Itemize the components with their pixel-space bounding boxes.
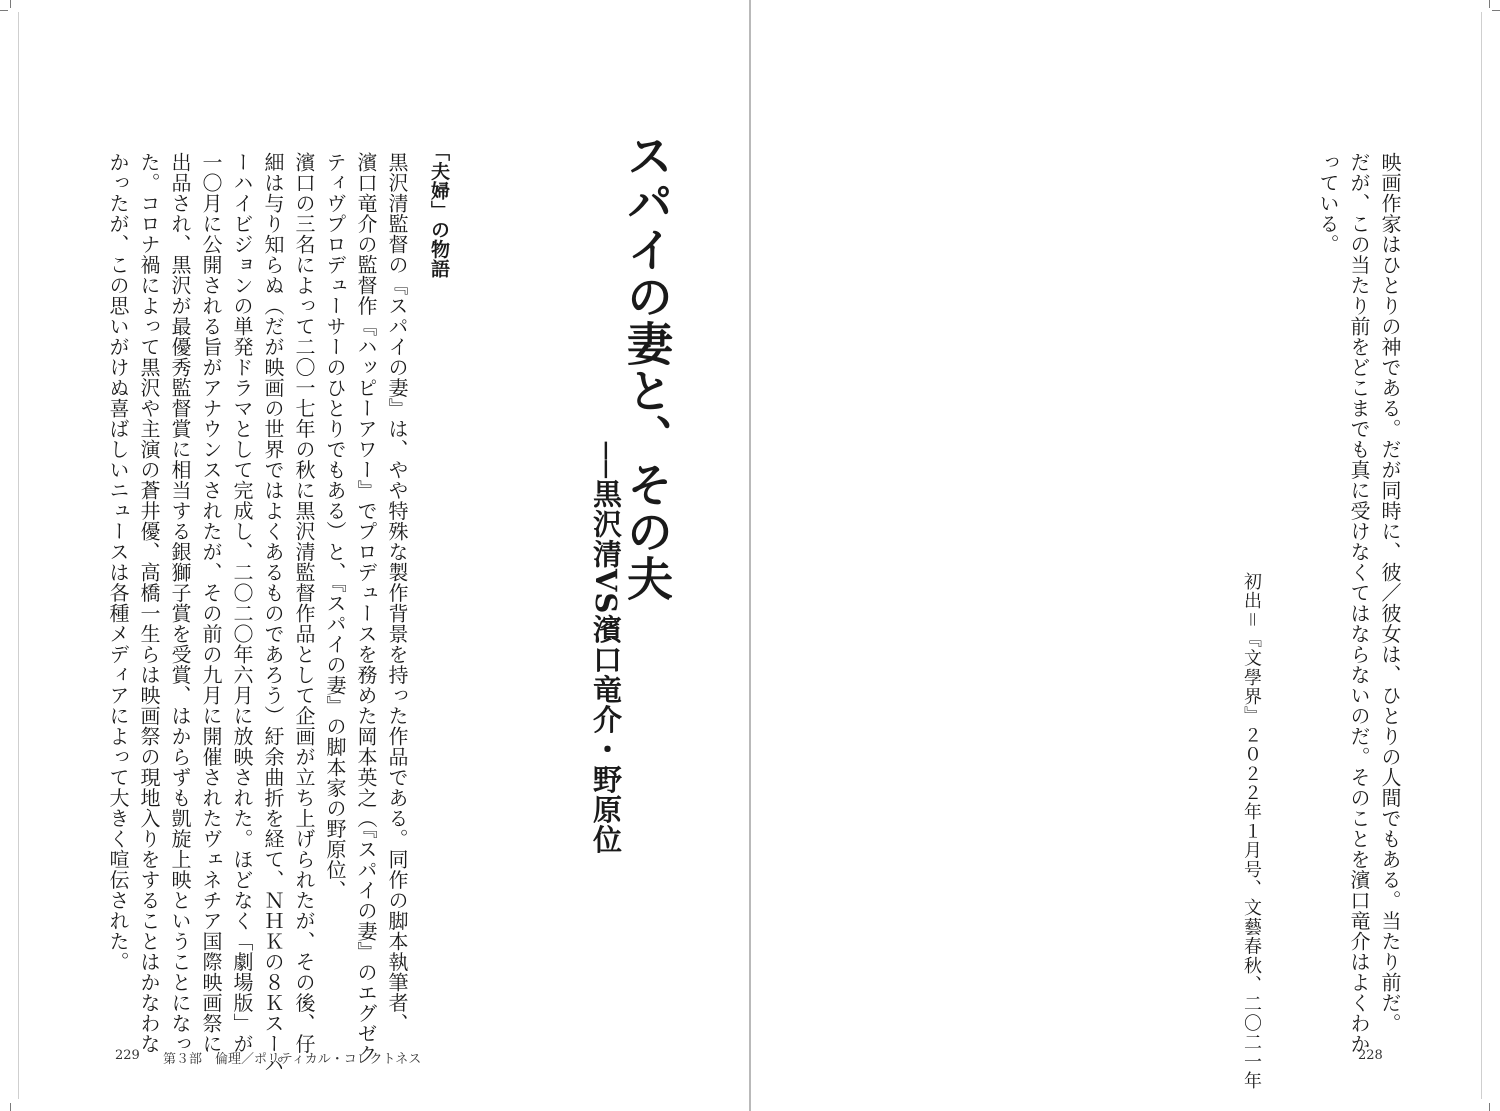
text-column: 出品され、黒沢が最優秀監督賞に相当する銀獅子賞を受賞、はからずも凱旋上映ということになっ <box>168 152 192 1054</box>
text-column: ーハイビジョンの単発ドラマとして完成し、二〇二〇年六月に放映された。ほどなく「劇場版」が <box>230 152 254 1054</box>
text-column: かったが、この思いがけぬ喜ばしいニュースは各種メディアによって大きく喧伝された。 <box>106 152 130 972</box>
text-column: 一〇月に公開される旨がアナウンスされたが、その前の九月に開催されたヴェネチア国際映画祭に <box>199 152 223 1054</box>
page-number: 229 <box>115 1048 140 1063</box>
running-footer: 第３部 倫理／ポリティカル・コレクトネス <box>163 1052 422 1067</box>
first-publication-note: 初出＝『文學界』２０２２年１月号、文藝春秋、二〇二一年 <box>1241 572 1262 1091</box>
text-column: っている。 <box>1316 152 1340 255</box>
chapter-title: スパイの妻と、その夫 <box>620 132 674 602</box>
page-228 <box>750 0 1500 1111</box>
right-page-body <box>1312 152 1405 1054</box>
text-column: た。コロナ禍によって黒沢や主演の蒼井優、高橋一生らは映画祭の現地入りをすることはかなわな <box>137 152 161 1054</box>
text-column: ティヴプロデューサーのひとりでもある）と、『スパイの妻』の脚本家の野原位、 <box>323 152 347 901</box>
section-heading: 「夫婦」の物語 <box>428 142 450 279</box>
chapter-title-block <box>590 132 672 854</box>
page-number: 228 <box>1358 1048 1383 1063</box>
text-column: 細は与り知らぬ（だが映画の世界ではよくあるものであろう）紆余曲折を経て、ＮＨＫの８Ｋスーパ <box>261 152 285 1075</box>
chapter-subtitle: ──黒沢清VS濱口竜介・野原位 <box>589 442 623 855</box>
text-column: だが、この当たり前をどこまでも真に受けなくてはならないのだ。そのことを濱口竜介はよくわか <box>1347 152 1371 1054</box>
text-column: 映画作家はひとりの神である。だが同時に、彼／彼女は、ひとりの人間でもある。当たり前だ。 <box>1378 152 1402 1034</box>
text-column: 濱口の三名によって二〇一七年の秋に黒沢清監督作品として企画が立ち上げられたが、その後、仔 <box>292 152 316 1054</box>
text-column: 黒沢清監督の『スパイの妻』は、やや特殊な製作背景を持った作品である。同作の脚本執筆者、 <box>385 152 409 1034</box>
text-column: 濱口竜介の監督作『ハッピーアワー』でプロデュースを務めた岡本英之（『スパイの妻』のエグゼク <box>354 152 378 1065</box>
